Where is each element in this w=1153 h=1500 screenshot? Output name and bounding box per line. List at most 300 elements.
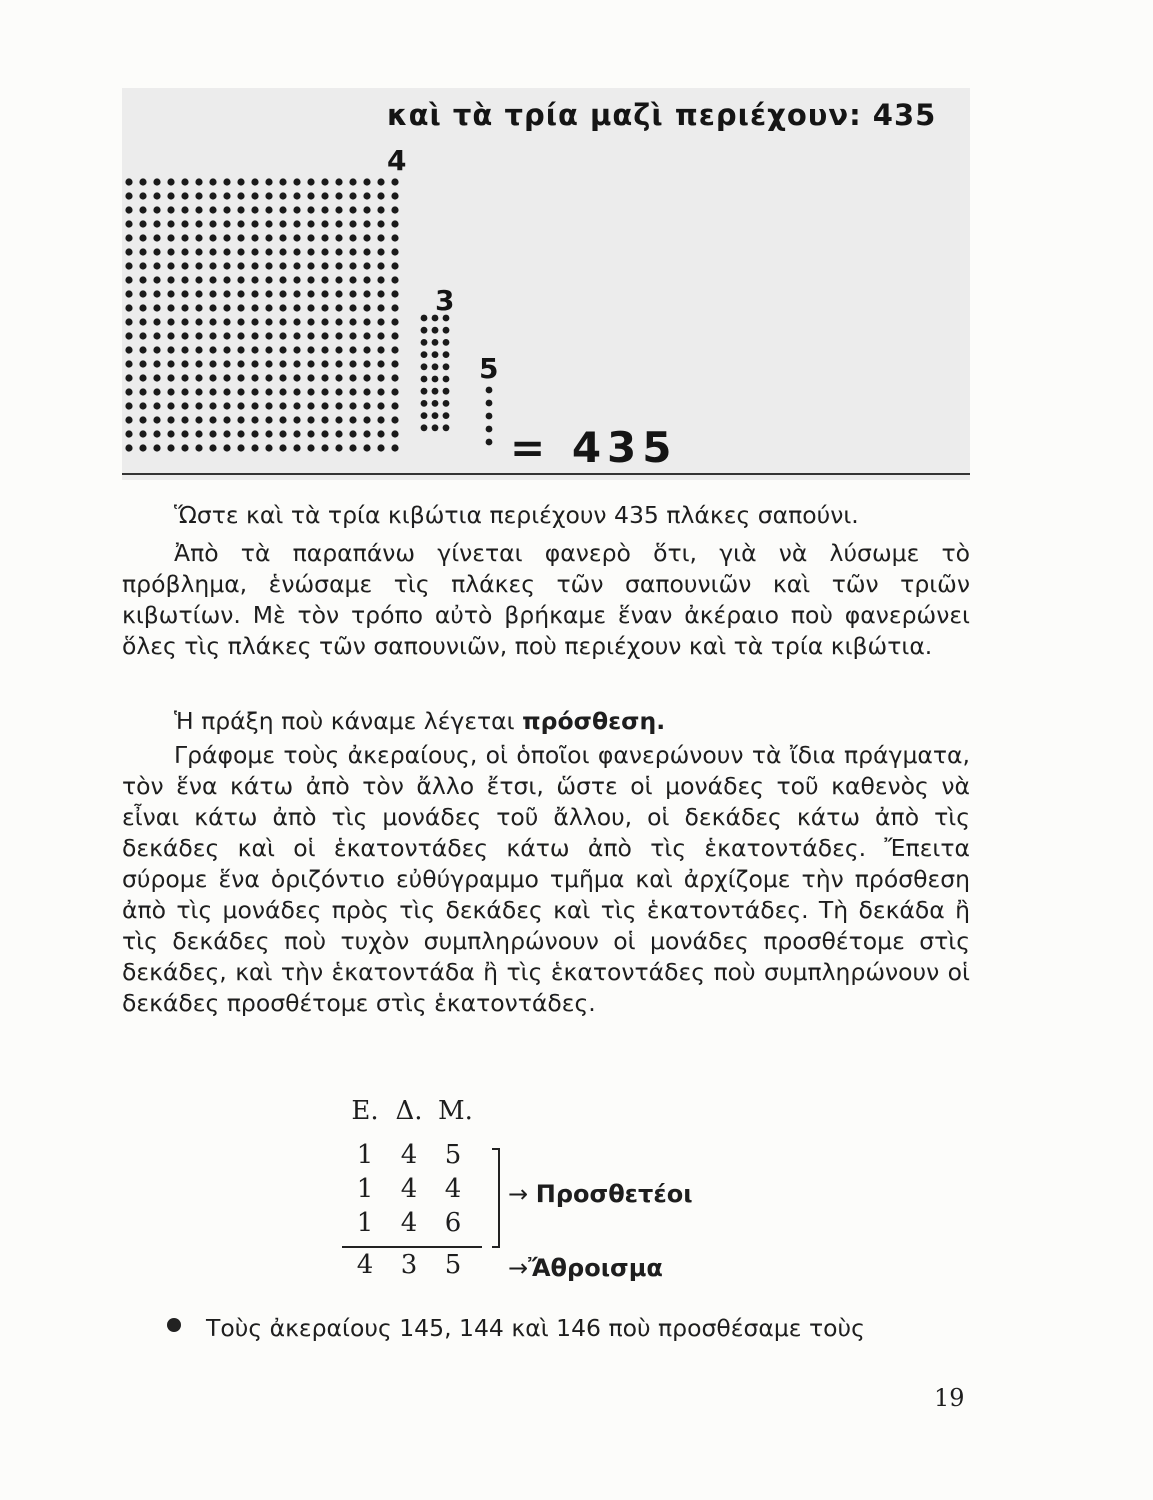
hundreds-dot xyxy=(209,332,216,339)
hundreds-dot xyxy=(139,430,146,437)
hundreds-dot xyxy=(139,220,146,227)
hundreds-dot xyxy=(223,332,230,339)
hundreds-dot xyxy=(307,444,314,451)
hundreds-dot xyxy=(265,276,272,283)
hundreds-dot xyxy=(251,444,258,451)
hundreds-dot xyxy=(349,276,356,283)
hundreds-dot xyxy=(307,402,314,409)
hundreds-dot xyxy=(377,430,384,437)
hundreds-dot xyxy=(265,178,272,185)
hundreds-dot xyxy=(223,318,230,325)
hundreds-dot xyxy=(293,178,300,185)
hundreds-dot xyxy=(349,234,356,241)
unit-dot xyxy=(486,426,493,433)
hundreds-dot xyxy=(167,332,174,339)
hundreds-dot xyxy=(139,360,146,367)
hundreds-dot xyxy=(251,276,258,283)
hundreds-dot xyxy=(209,276,216,283)
hundreds-dot xyxy=(293,276,300,283)
hundreds-dot xyxy=(391,444,398,451)
hundreds-dot xyxy=(377,192,384,199)
hundreds-dot xyxy=(349,430,356,437)
tens-dot xyxy=(421,315,428,322)
hundreds-dot xyxy=(139,388,146,395)
hundreds-dot xyxy=(237,248,244,255)
hundreds-dot xyxy=(237,444,244,451)
hundreds-dot xyxy=(251,416,258,423)
header-hundreds: Ε. xyxy=(351,1096,379,1126)
hundreds-dot xyxy=(153,276,160,283)
hundreds-dot xyxy=(125,262,132,269)
hundreds-dot xyxy=(265,332,272,339)
bullet-paragraph: Τοὺς ἀκεραίους 145, 144 καὶ 146 ποὺ προσθέσαμε τοὺς xyxy=(206,1314,865,1342)
hundreds-dot xyxy=(209,318,216,325)
hundreds-dot xyxy=(181,290,188,297)
addends-term: Προσθετέοι xyxy=(535,1180,693,1208)
hundreds-dot xyxy=(181,402,188,409)
tens-dot xyxy=(432,388,439,395)
tens-dot xyxy=(421,327,428,334)
hundreds-dot xyxy=(139,206,146,213)
hundreds-dot xyxy=(251,332,258,339)
hundreds-dot xyxy=(363,290,370,297)
hundreds-dot xyxy=(265,416,272,423)
hundreds-dot xyxy=(279,444,286,451)
digit: 4 xyxy=(400,1208,418,1238)
hundreds-dot xyxy=(265,248,272,255)
tens-dot xyxy=(443,351,450,358)
paragraph-definition xyxy=(122,706,970,737)
hundreds-dot xyxy=(251,388,258,395)
hundreds-dot xyxy=(181,234,188,241)
tens-dot xyxy=(443,400,450,407)
addends-label xyxy=(508,1180,693,1208)
hundreds-dot xyxy=(307,206,314,213)
hundreds-dot xyxy=(265,234,272,241)
tens-dot xyxy=(421,376,428,383)
digit: 6 xyxy=(444,1208,462,1238)
hundreds-dot xyxy=(265,304,272,311)
hundreds-dot xyxy=(265,346,272,353)
hundreds-dot xyxy=(307,416,314,423)
hundreds-dot xyxy=(181,304,188,311)
hundreds-dot xyxy=(195,290,202,297)
hundreds-dot xyxy=(321,416,328,423)
addends-brace xyxy=(492,1148,500,1248)
bullet-icon xyxy=(167,1318,181,1332)
hundreds-dot xyxy=(391,374,398,381)
digit: 1 xyxy=(356,1208,374,1238)
hundreds-dot xyxy=(335,234,342,241)
hundreds-dot xyxy=(223,444,230,451)
tens-dot xyxy=(432,339,439,346)
hundreds-dot xyxy=(125,346,132,353)
hundreds-dot xyxy=(349,318,356,325)
hundreds-dot xyxy=(377,206,384,213)
hundreds-dot xyxy=(363,192,370,199)
hundreds-dot xyxy=(279,248,286,255)
digit: 4 xyxy=(444,1174,462,1204)
hundreds-dot xyxy=(167,234,174,241)
arrow-icon: → xyxy=(508,1254,529,1282)
hundreds-dot xyxy=(237,318,244,325)
hundreds-dot xyxy=(335,360,342,367)
hundreds-dot xyxy=(167,192,174,199)
paragraph-explanation: Ἀπὸ τὰ παραπάνω γίνεται φανερὸ ὅτι, γιὰ νὰ λύσωμε τὸ πρόβλημα, ἑνώσαμε τὶς πλάκες τῶν σαπουνιῶν καὶ τῶν τριῶν κιβωτίων. Μὲ τὸν τρόπο αὐτὸ βρήκαμε ἕναν ἀκέραιο ποὺ φανερώνει ὅλες τὶς πλάκες τῶν σαπουνιῶν, ποὺ περιέχουν καὶ τὰ τρία κιβώτια. xyxy=(122,539,970,660)
hundreds-dot xyxy=(223,262,230,269)
tens-dot xyxy=(421,388,428,395)
sum-line xyxy=(342,1246,482,1248)
hundreds-dot xyxy=(321,430,328,437)
hundreds-dot xyxy=(209,444,216,451)
units-label: 5 xyxy=(479,352,499,385)
tens-dot xyxy=(421,424,428,431)
hundreds-dot xyxy=(265,262,272,269)
sum-digit: 3 xyxy=(400,1250,418,1280)
hundreds-dot xyxy=(391,430,398,437)
hundreds-dot xyxy=(377,332,384,339)
hundreds-dot xyxy=(139,402,146,409)
hundreds-dot xyxy=(139,304,146,311)
hundreds-dot xyxy=(391,248,398,255)
hundreds-dot xyxy=(363,346,370,353)
hundreds-label: 4 xyxy=(387,144,407,177)
hundreds-dot xyxy=(377,234,384,241)
header-units: Μ. xyxy=(438,1096,473,1126)
hundreds-dot xyxy=(125,430,132,437)
page-number: 19 xyxy=(934,1384,965,1412)
hundreds-dot xyxy=(237,388,244,395)
hundreds-dot xyxy=(125,192,132,199)
hundreds-dot xyxy=(181,220,188,227)
hundreds-dot xyxy=(237,192,244,199)
hundreds-dot xyxy=(349,290,356,297)
hundreds-dot xyxy=(363,304,370,311)
hundreds-dot xyxy=(195,360,202,367)
hundreds-dot xyxy=(223,374,230,381)
hundreds-dot xyxy=(321,178,328,185)
tens-dot xyxy=(432,327,439,334)
hundreds-dot xyxy=(335,262,342,269)
hundreds-dot xyxy=(195,304,202,311)
digit: 4 xyxy=(400,1174,418,1204)
sum-digit: 5 xyxy=(444,1250,462,1280)
hundreds-dot xyxy=(139,332,146,339)
unit-dot xyxy=(486,439,493,446)
hundreds-dot xyxy=(153,416,160,423)
hundreds-dot xyxy=(139,416,146,423)
hundreds-dot xyxy=(181,444,188,451)
hundreds-dot xyxy=(195,374,202,381)
hundreds-dot xyxy=(223,192,230,199)
hundreds-dot xyxy=(195,318,202,325)
hundreds-dot xyxy=(363,388,370,395)
hundreds-dot xyxy=(391,346,398,353)
tens-dot xyxy=(443,388,450,395)
hundreds-dot xyxy=(307,276,314,283)
hundreds-dot xyxy=(279,360,286,367)
hundreds-dot xyxy=(195,332,202,339)
hundreds-dot xyxy=(349,206,356,213)
hundreds-dot xyxy=(181,360,188,367)
hundreds-dot xyxy=(391,332,398,339)
hundreds-dot xyxy=(237,332,244,339)
hundreds-dot xyxy=(335,192,342,199)
hundreds-dot xyxy=(125,402,132,409)
hundreds-dot xyxy=(335,304,342,311)
hundreds-dot xyxy=(251,374,258,381)
hundreds-dot xyxy=(279,262,286,269)
hundreds-dot xyxy=(223,360,230,367)
hundreds-dot xyxy=(349,444,356,451)
hundreds-dot xyxy=(195,206,202,213)
hundreds-dot xyxy=(167,178,174,185)
hundreds-dot xyxy=(223,178,230,185)
hundreds-dot xyxy=(125,290,132,297)
figure-total: = 435 xyxy=(510,423,678,472)
hundreds-dot xyxy=(125,360,132,367)
hundreds-dot xyxy=(391,220,398,227)
tens-dot xyxy=(443,363,450,370)
sum-term: Ἄθροισμα xyxy=(528,1254,663,1282)
hundreds-dot xyxy=(125,276,132,283)
hundreds-dot xyxy=(377,374,384,381)
tens-dot xyxy=(432,351,439,358)
digit: 4 xyxy=(400,1140,418,1170)
hundreds-dot xyxy=(195,262,202,269)
hundreds-dot xyxy=(251,262,258,269)
hundreds-dot xyxy=(167,318,174,325)
hundreds-dot xyxy=(167,360,174,367)
hundreds-dot xyxy=(139,234,146,241)
hundreds-dot xyxy=(223,248,230,255)
hundreds-dot xyxy=(293,234,300,241)
hundreds-dot xyxy=(153,444,160,451)
tens-dot xyxy=(421,339,428,346)
hundreds-dot xyxy=(209,220,216,227)
digit: 1 xyxy=(356,1174,374,1204)
hundreds-dot xyxy=(251,178,258,185)
hundreds-dot xyxy=(335,346,342,353)
tens-label: 3 xyxy=(435,284,455,317)
hundreds-dot xyxy=(349,332,356,339)
hundreds-dot xyxy=(363,430,370,437)
hundreds-dot xyxy=(321,402,328,409)
hundreds-dot xyxy=(391,290,398,297)
hundreds-dot xyxy=(223,402,230,409)
hundreds-dot xyxy=(167,416,174,423)
hundreds-dot xyxy=(181,332,188,339)
hundreds-dot xyxy=(293,430,300,437)
hundreds-dot xyxy=(237,206,244,213)
hundreds-dot xyxy=(307,332,314,339)
hundreds-dot xyxy=(181,346,188,353)
hundreds-dot xyxy=(125,234,132,241)
hundreds-dot xyxy=(251,430,258,437)
hundreds-dot xyxy=(209,262,216,269)
hundreds-dot xyxy=(251,220,258,227)
hundreds-dot xyxy=(293,318,300,325)
hundreds-dot xyxy=(223,430,230,437)
paragraph-conclusion: Ὥστε καὶ τὰ τρία κιβώτια περιέχουν 435 πλάκες σαπούνι. xyxy=(174,501,859,529)
hundreds-dot xyxy=(167,262,174,269)
definition-lead: Ἡ πράξη ποὺ κάναμε λέγεται xyxy=(174,707,523,735)
hundreds-dot xyxy=(139,346,146,353)
hundreds-dot xyxy=(195,346,202,353)
hundreds-dot xyxy=(293,374,300,381)
hundreds-dot xyxy=(223,206,230,213)
hundreds-dot xyxy=(349,248,356,255)
header-tens: Δ. xyxy=(395,1096,423,1126)
hundreds-dot xyxy=(209,234,216,241)
hundreds-dot xyxy=(265,192,272,199)
hundreds-dot xyxy=(363,318,370,325)
hundreds-dot xyxy=(391,318,398,325)
arrow-icon: → xyxy=(508,1180,529,1208)
hundreds-dot xyxy=(209,304,216,311)
hundreds-dot xyxy=(363,444,370,451)
hundreds-dot xyxy=(265,290,272,297)
hundreds-dot xyxy=(181,206,188,213)
hundreds-dot xyxy=(251,290,258,297)
tens-dot xyxy=(421,400,428,407)
hundreds-dot xyxy=(321,374,328,381)
hundreds-dot xyxy=(195,444,202,451)
hundreds-dot xyxy=(181,430,188,437)
hundreds-dot xyxy=(125,444,132,451)
hundreds-dot xyxy=(153,220,160,227)
hundreds-dot xyxy=(167,402,174,409)
hundreds-dot xyxy=(265,360,272,367)
hundreds-dot xyxy=(167,220,174,227)
hundreds-dot xyxy=(293,248,300,255)
unit-dot xyxy=(486,387,493,394)
hundreds-dot xyxy=(321,262,328,269)
hundreds-dot xyxy=(377,276,384,283)
hundreds-dot xyxy=(153,206,160,213)
hundreds-dot xyxy=(349,374,356,381)
hundreds-dot xyxy=(307,178,314,185)
hundreds-dot xyxy=(377,262,384,269)
hundreds-dot xyxy=(321,220,328,227)
hundreds-dot xyxy=(307,234,314,241)
hundreds-dot xyxy=(181,262,188,269)
digit: 5 xyxy=(444,1140,462,1170)
hundreds-dot xyxy=(321,444,328,451)
tens-dot xyxy=(421,412,428,419)
hundreds-dot xyxy=(377,290,384,297)
hundreds-dot xyxy=(209,346,216,353)
hundreds-dot xyxy=(153,346,160,353)
hundreds-dot xyxy=(335,206,342,213)
hundreds-dot xyxy=(237,178,244,185)
hundreds-dot xyxy=(251,234,258,241)
hundreds-dot xyxy=(209,290,216,297)
hundreds-dot xyxy=(335,416,342,423)
tens-dot xyxy=(443,412,450,419)
hundreds-dot xyxy=(391,276,398,283)
hundreds-dot xyxy=(293,290,300,297)
hundreds-dot xyxy=(335,248,342,255)
hundreds-dot xyxy=(209,388,216,395)
hundreds-dot xyxy=(377,178,384,185)
hundreds-dot xyxy=(181,374,188,381)
hundreds-dot xyxy=(237,346,244,353)
hundreds-dot xyxy=(167,388,174,395)
dot-figure xyxy=(122,88,970,480)
hundreds-dot xyxy=(377,346,384,353)
hundreds-dot xyxy=(349,346,356,353)
hundreds-dot xyxy=(349,360,356,367)
hundreds-dot xyxy=(153,290,160,297)
hundreds-dot xyxy=(265,430,272,437)
hundreds-dot xyxy=(279,416,286,423)
hundreds-dot xyxy=(363,248,370,255)
dot-diagram xyxy=(122,88,970,480)
hundreds-dot xyxy=(139,262,146,269)
hundreds-dot xyxy=(279,290,286,297)
hundreds-dot xyxy=(335,332,342,339)
hundreds-dot xyxy=(251,192,258,199)
hundreds-dot xyxy=(181,388,188,395)
tens-dot xyxy=(432,376,439,383)
hundreds-dot xyxy=(377,416,384,423)
hundreds-dot xyxy=(223,388,230,395)
hundreds-dot xyxy=(279,192,286,199)
hundreds-dot xyxy=(209,178,216,185)
hundreds-dot xyxy=(391,262,398,269)
hundreds-dot xyxy=(153,388,160,395)
hundreds-dot xyxy=(293,416,300,423)
hundreds-dot xyxy=(307,262,314,269)
hundreds-dot xyxy=(391,192,398,199)
hundreds-dot xyxy=(349,192,356,199)
hundreds-dot xyxy=(167,206,174,213)
hundreds-dot xyxy=(363,262,370,269)
hundreds-dot xyxy=(335,388,342,395)
hundreds-dot xyxy=(237,276,244,283)
hundreds-dot xyxy=(181,178,188,185)
hundreds-dot xyxy=(167,374,174,381)
hundreds-dot xyxy=(335,276,342,283)
hundreds-dot xyxy=(279,318,286,325)
hundreds-dot xyxy=(139,276,146,283)
figure-title: καὶ τὰ τρία μαζὶ περιέχουν: 435 xyxy=(387,98,937,132)
hundreds-dot xyxy=(307,304,314,311)
hundreds-dot xyxy=(293,388,300,395)
hundreds-dot xyxy=(167,290,174,297)
tens-dot xyxy=(432,424,439,431)
hundreds-dot xyxy=(307,346,314,353)
hundreds-dot xyxy=(363,276,370,283)
tens-dot xyxy=(421,351,428,358)
tens-dot xyxy=(443,327,450,334)
hundreds-dot xyxy=(139,248,146,255)
hundreds-dot xyxy=(363,234,370,241)
hundreds-dot xyxy=(307,290,314,297)
digit: 1 xyxy=(356,1140,374,1170)
hundreds-dot xyxy=(321,276,328,283)
hundreds-dot xyxy=(279,220,286,227)
hundreds-dot xyxy=(125,388,132,395)
hundreds-dot xyxy=(293,360,300,367)
tens-dot xyxy=(432,400,439,407)
hundreds-dot xyxy=(181,276,188,283)
tens-dot xyxy=(421,363,428,370)
hundreds-dot xyxy=(237,430,244,437)
hundreds-dot xyxy=(391,360,398,367)
hundreds-dot xyxy=(209,402,216,409)
